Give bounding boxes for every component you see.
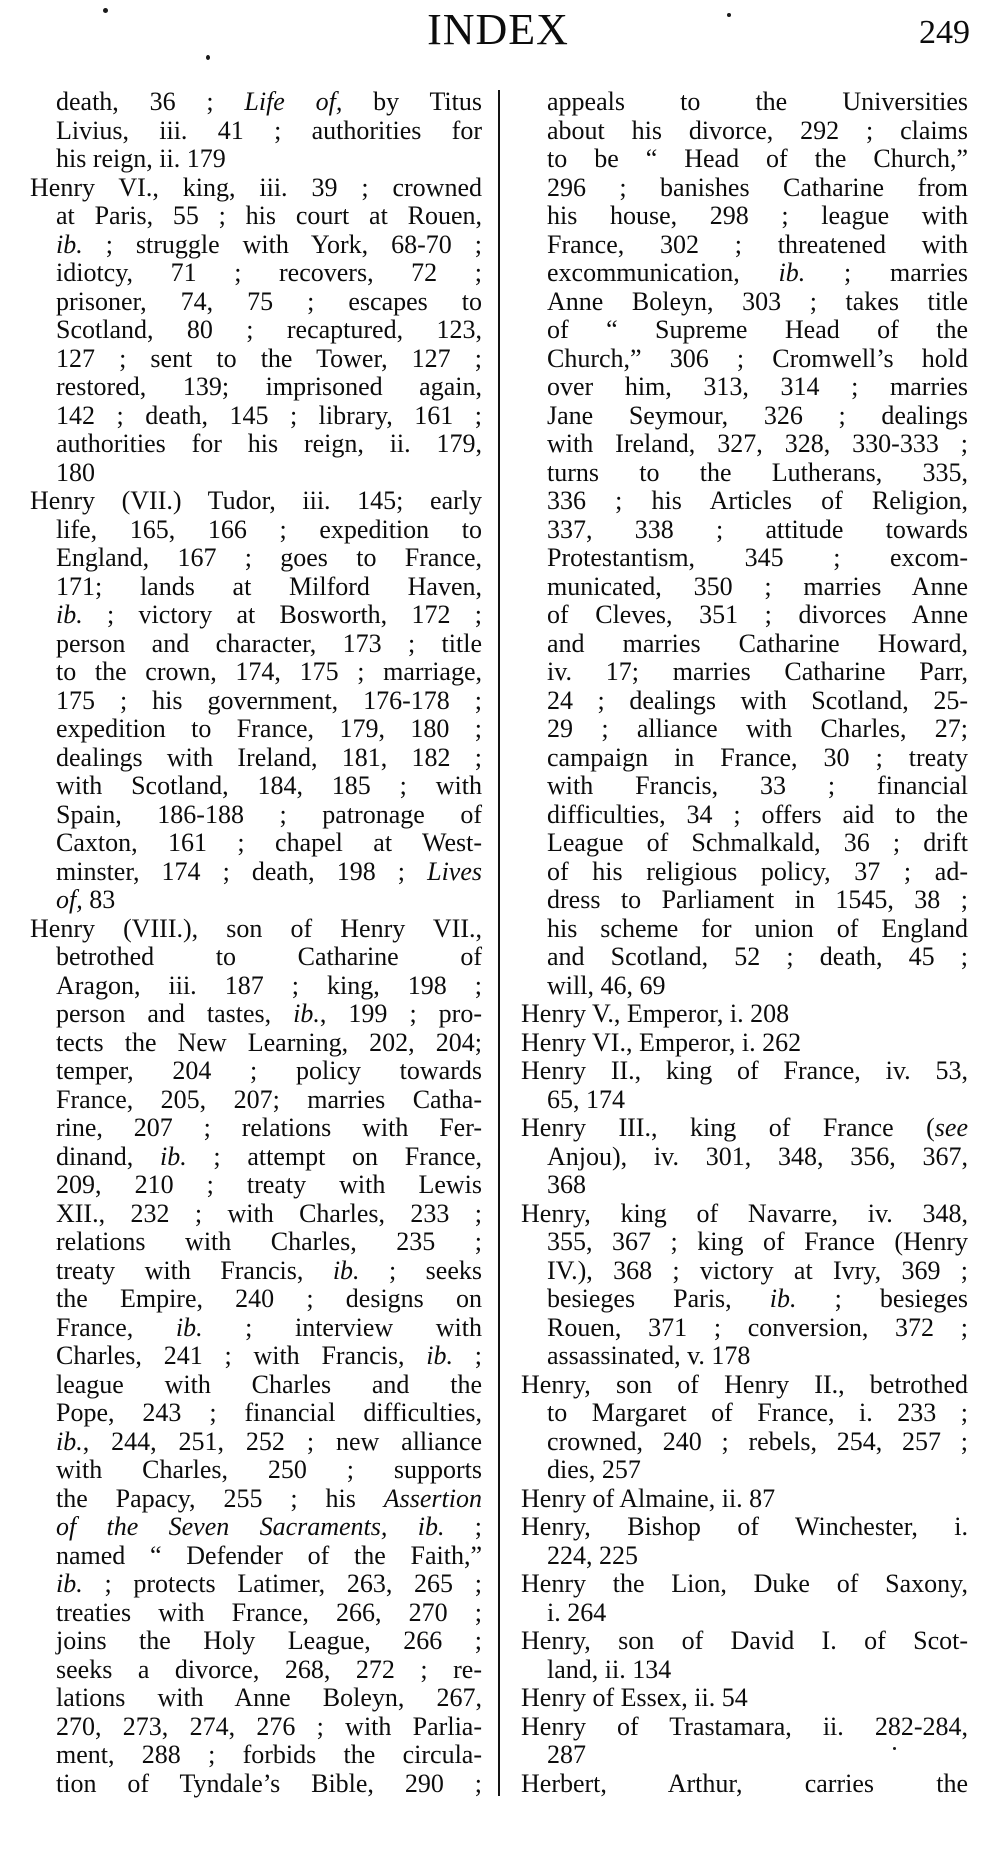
index-line: at Paris, 55 ; his court at Rouen, — [56, 201, 482, 230]
index-line: crowned, 240 ; rebels, 254, 257 ; — [547, 1426, 968, 1456]
index-line: of his religious policy, 37 ; ad- — [547, 856, 968, 886]
index-line: Henry V., Emperor, i. 208 — [521, 999, 790, 1028]
index-line: Livius, iii. 41 ; authorities for — [56, 115, 482, 145]
index-line: to Margaret of France, i. 233 ; — [547, 1398, 968, 1427]
index-line: Henry (VIII.), son of Henry VII., — [30, 913, 482, 943]
index-line: France, ib. ; interview with — [56, 1312, 482, 1342]
index-line: Herbert, Arthur, carries the — [521, 1768, 968, 1798]
index-line: seeks a divorce, 268, 272 ; re- — [56, 1654, 482, 1684]
index-line: league with Charles and the — [56, 1369, 482, 1399]
index-line: treaty with Francis, ib. ; seeks — [56, 1255, 482, 1285]
index-line: temper, 204 ; policy towards — [56, 1056, 482, 1085]
column-divider-rule — [498, 90, 500, 1796]
index-line: lations with Anne Boleyn, 267, — [56, 1683, 482, 1712]
index-line: tion of Tyndale’s Bible, 290 ; — [56, 1768, 482, 1798]
index-line: France, 205, 207; marries Catha- — [56, 1084, 482, 1114]
index-line: the Papacy, 255 ; his Assertion — [56, 1483, 482, 1513]
index-line: Charles, 241 ; with Francis, ib. ; — [56, 1341, 482, 1370]
index-line: with Francis, 33 ; financial — [547, 771, 968, 800]
index-line: France, 302 ; threatened with — [547, 229, 968, 259]
index-line: to be “ Head of the Church,” — [547, 144, 968, 173]
index-line: Scotland, 80 ; recaptured, 123, — [56, 315, 482, 344]
index-line: turns to the Lutherans, 335, — [547, 457, 968, 487]
index-line: tects the New Learning, 202, 204; — [56, 1027, 482, 1057]
scan-speck — [727, 13, 731, 17]
index-line: Church,” 306 ; Cromwell’s hold — [547, 343, 968, 373]
index-line: the Empire, 240 ; designs on — [56, 1284, 482, 1313]
index-line: and Scotland, 52 ; death, 45 ; — [547, 942, 968, 971]
index-line: Caxton, 161 ; chapel at West- — [56, 828, 482, 857]
index-line: Henry of Almaine, ii. 87 — [521, 1483, 776, 1513]
index-line: IV.), 368 ; victory at Ivry, 369 ; — [547, 1255, 968, 1285]
index-line: ib., 244, 251, 252 ; new alliance — [56, 1426, 482, 1456]
index-line: restored, 139; imprisoned again, — [56, 372, 482, 401]
index-line: expedition to France, 179, 180 ; — [56, 714, 482, 743]
index-line: 368 — [547, 1170, 586, 1199]
index-line: besieges Paris, ib. ; besieges — [547, 1284, 968, 1313]
index-line: Henry, king of Navarre, iv. 348, — [521, 1198, 968, 1228]
index-entry — [521, 1570, 968, 1627]
index-line: to the crown, 174, 175 ; marriage, — [56, 657, 482, 686]
index-line: about his divorce, 292 ; claims — [547, 115, 968, 145]
index-line: 270, 273, 274, 276 ; with Parlia- — [56, 1711, 482, 1741]
index-entry-continuation — [30, 88, 482, 174]
index-line: land, ii. 134 — [547, 1654, 672, 1684]
index-entry — [521, 1000, 968, 1029]
index-line: Henry of Trastamara, ii. 282-284, — [521, 1711, 968, 1741]
index-line: ib. ; protects Latimer, 263, 265 ; — [56, 1569, 482, 1598]
index-entry — [521, 1114, 968, 1200]
index-line: 127 ; sent to the Tower, 127 ; — [56, 343, 482, 373]
index-line: Henry VI., king, iii. 39 ; crowned — [30, 172, 482, 202]
index-line: joins the Holy League, 266 ; — [56, 1626, 482, 1655]
index-entry — [521, 1627, 968, 1684]
index-entry — [521, 1485, 968, 1514]
page-number: 249 — [919, 14, 970, 51]
index-line: person and character, 173 ; title — [56, 628, 482, 658]
index-entry — [30, 487, 482, 915]
index-entry — [521, 1200, 968, 1371]
index-line: death, 36 ; Life of, by Titus — [56, 87, 482, 116]
index-line: Henry the Lion, Duke of Saxony, — [521, 1569, 968, 1598]
index-line: authorities for his reign, ii. 179, — [56, 429, 482, 458]
index-line: his scheme for union of England — [547, 913, 968, 943]
index-line: campaign in France, 30 ; treaty — [547, 742, 968, 772]
index-line: prisoner, 74, 75 ; escapes to — [56, 286, 482, 316]
index-line: Henry II., king of France, iv. 53, — [521, 1056, 968, 1085]
index-line: with Scotland, 184, 185 ; with — [56, 771, 482, 800]
index-line: of the Seven Sacraments, ib. ; — [56, 1512, 482, 1541]
index-line: 209, 210 ; treaty with Lewis — [56, 1170, 482, 1199]
index-entry — [521, 1684, 968, 1713]
index-line: XII., 232 ; with Charles, 233 ; — [56, 1198, 482, 1228]
index-line: of, 83 — [56, 885, 116, 914]
index-line: Henry, son of Henry II., betrothed — [521, 1369, 968, 1399]
index-line: 180 — [56, 457, 95, 487]
index-line: of “ Supreme Head of the — [547, 315, 968, 344]
index-line: minster, 174 ; death, 198 ; Lives — [56, 856, 482, 886]
index-line: 296 ; banishes Catharine from — [547, 172, 968, 202]
scan-speck — [206, 55, 210, 60]
index-line: with Ireland, 327, 328, 330-333 ; — [547, 429, 968, 458]
index-entry — [521, 1513, 968, 1570]
index-line: England, 167 ; goes to France, — [56, 543, 482, 572]
index-line: dinand, ib. ; attempt on France, — [56, 1141, 483, 1171]
index-entry — [521, 1713, 968, 1770]
index-entry — [30, 915, 482, 1799]
index-entry — [521, 1057, 968, 1114]
index-line: Henry III., king of France (see — [521, 1113, 968, 1142]
index-line: 224, 225 — [547, 1540, 638, 1570]
index-line: Henry of Essex, ii. 54 — [521, 1683, 748, 1712]
index-line: Henry (VII.) Tudor, iii. 145; early — [30, 486, 482, 515]
index-line: ib. ; victory at Bosworth, 172 ; — [56, 600, 482, 629]
index-line: Spain, 186-188 ; patronage of — [56, 799, 482, 829]
index-line: dies, 257 — [547, 1455, 641, 1484]
index-line: with Charles, 250 ; supports — [56, 1455, 482, 1484]
index-entry-continuation — [521, 88, 968, 1000]
page-title: INDEX — [427, 5, 569, 54]
index-entry — [30, 174, 482, 488]
index-line: appeals to the Universities — [547, 87, 968, 116]
scan-speck — [103, 8, 108, 13]
index-line: Jane Seymour, 326 ; dealings — [547, 400, 968, 430]
index-line: difficulties, 34 ; offers aid to the — [547, 799, 968, 829]
index-line: 175 ; his government, 176-178 ; — [56, 685, 482, 715]
index-entry — [521, 1770, 968, 1799]
index-line: ib. ; struggle with York, 68-70 ; — [56, 229, 482, 259]
index-line: League of Schmalkald, 36 ; drift — [547, 828, 968, 857]
right-column — [521, 88, 968, 1798]
index-line: named “ Defender of the Faith,” — [56, 1540, 482, 1570]
index-line: 337, 338 ; attitude towards — [547, 514, 968, 544]
index-line: 65, 174 — [547, 1084, 625, 1114]
index-line: iv. 17; marries Catharine Parr, — [547, 657, 968, 686]
index-entry — [521, 1371, 968, 1485]
index-line: 355, 367 ; king of France (Henry — [547, 1227, 968, 1256]
index-line: municated, 350 ; marries Anne — [547, 571, 968, 601]
index-line: Anjou), iv. 301, 348, 356, 367, — [547, 1141, 968, 1171]
index-line: relations with Charles, 235 ; — [56, 1227, 482, 1256]
left-column — [30, 88, 482, 1798]
index-line: Henry VI., Emperor, i. 262 — [521, 1027, 802, 1057]
index-line: Henry, son of David I. of Scot- — [521, 1626, 968, 1655]
index-entry — [521, 1029, 968, 1058]
scan-speck — [893, 1747, 896, 1750]
index-line: of Cleves, 351 ; divorces Anne — [547, 600, 968, 629]
index-line: dealings with Ireland, 181, 182 ; — [56, 742, 482, 772]
index-line: his house, 298 ; league with — [547, 201, 968, 230]
index-line: excommunication, ib. ; marries — [547, 258, 968, 287]
index-line: his reign, ii. 179 — [56, 144, 226, 173]
index-line: Anne Boleyn, 303 ; takes title — [547, 286, 968, 316]
index-line: Protestantism, 345 ; excom- — [547, 543, 968, 572]
index-line: Pope, 243 ; financial difficulties, — [56, 1398, 482, 1427]
index-line: will, 46, 69 — [547, 970, 666, 1000]
index-line: Rouen, 371 ; conversion, 372 ; — [547, 1312, 968, 1342]
index-line: betrothed to Catharine of — [56, 942, 482, 971]
index-line: rine, 207 ; relations with Fer- — [56, 1113, 482, 1142]
index-line: Aragon, iii. 187 ; king, 198 ; — [56, 970, 482, 1000]
index-line: Henry, Bishop of Winchester, i. — [521, 1512, 968, 1541]
index-line: assassinated, v. 178 — [547, 1341, 751, 1370]
index-line: 142 ; death, 145 ; library, 161 ; — [56, 400, 482, 430]
index-line: 29 ; alliance with Charles, 27; — [547, 714, 968, 743]
index-line: ment, 288 ; forbids the circula- — [56, 1740, 482, 1769]
index-line: 171; lands at Milford Haven, — [56, 571, 482, 601]
index-line: life, 165, 166 ; expedition to — [56, 514, 482, 544]
index-line: treaties with France, 266, 270 ; — [56, 1597, 482, 1627]
index-line: and marries Catharine Howard, — [547, 628, 968, 658]
index-line: dress to Parliament in 1545, 38 ; — [547, 885, 968, 914]
index-line: i. 264 — [547, 1597, 607, 1627]
index-line: 287 — [547, 1740, 586, 1769]
index-line: person and tastes, ib., 199 ; pro- — [56, 999, 482, 1028]
index-line: 336 ; his Articles of Religion, — [547, 486, 968, 515]
index-line: 24 ; dealings with Scotland, 25- — [547, 685, 968, 715]
index-line: over him, 313, 314 ; marries — [547, 372, 968, 401]
index-line: idiotcy, 71 ; recovers, 72 ; — [56, 258, 482, 287]
